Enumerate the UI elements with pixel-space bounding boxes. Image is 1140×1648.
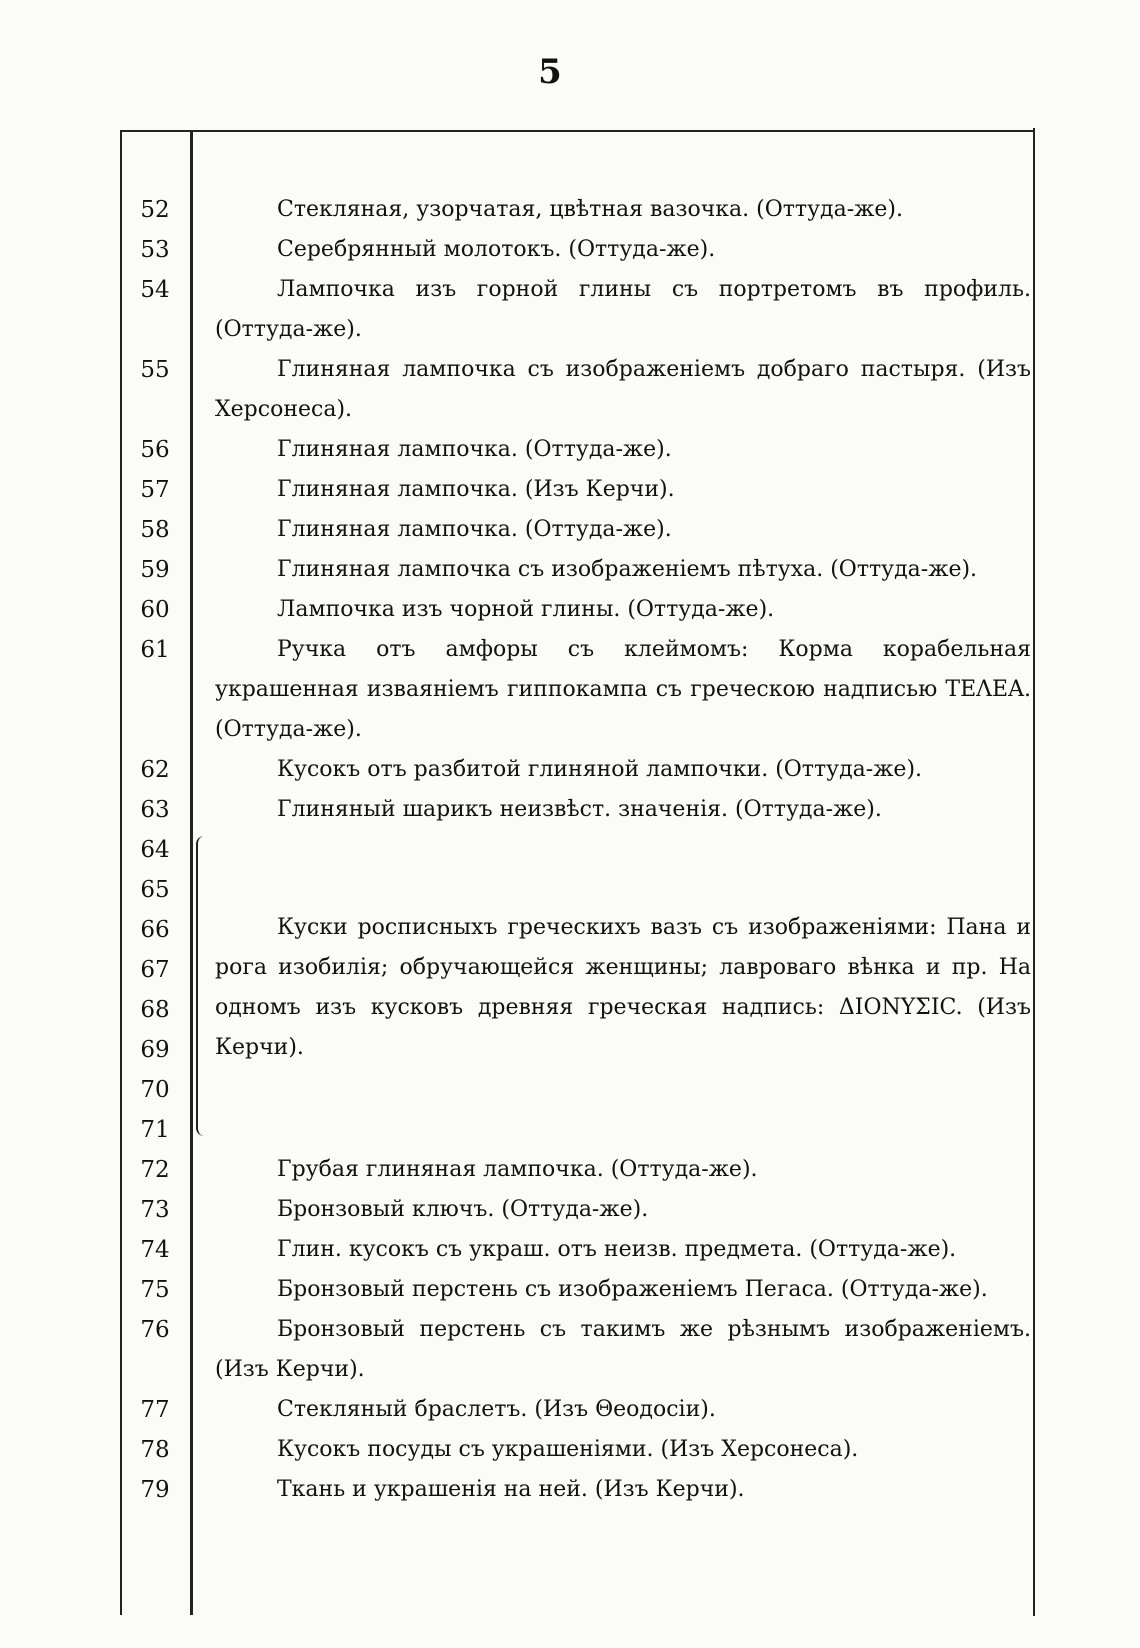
entry-text: Кусокъ отъ разбитой глиняной лампочки. (Оттуда-же). <box>277 757 923 782</box>
entry-number: 71 <box>140 1117 170 1143</box>
entry-text: Глиняная лампочка. (Оттуда-же). <box>277 517 672 542</box>
entry-text: Глиняная лампочка. (Оттуда-же). <box>277 437 672 462</box>
entry-text: Ткань и украшенія на ней. (Изъ Керчи). <box>277 1477 745 1502</box>
entry-number: 76 <box>140 1317 170 1343</box>
entry-number: 61 <box>140 637 170 663</box>
entry-number: 78 <box>140 1437 170 1463</box>
catalog-entry <box>120 550 1033 590</box>
table-top-rule <box>120 130 1035 132</box>
catalog-entry <box>120 1310 1033 1390</box>
catalog-entry <box>120 1470 1033 1510</box>
catalog-entry <box>120 1150 1033 1190</box>
group-brace <box>196 836 206 1136</box>
entry-number: 56 <box>140 437 170 463</box>
entry-text: Ручка отъ амфоры съ клеймомъ: Корма корабельная украшенная изваяніемъ гиппокампа съ греческою надписью ΤΕΛΕΑ. (Оттуда-же). <box>215 637 1031 742</box>
entry-number: 57 <box>140 477 170 503</box>
entry-number: 62 <box>140 757 170 783</box>
entry-number: 60 <box>140 597 170 623</box>
catalog-entry <box>120 1230 1033 1270</box>
entry-text: Глиняная лампочка съ изображеніемъ добраго пастыря. (Изъ Херсонеса). <box>215 357 1031 422</box>
catalog-entry <box>120 1390 1033 1430</box>
entry-number: 73 <box>140 1197 170 1223</box>
entry-number: 58 <box>140 517 170 543</box>
entry-text: Стекляный браслетъ. (Изъ Θеодосіи). <box>277 1397 716 1422</box>
entry-text: Бронзовый перстень съ такимъ же рѣзнымъ изображеніемъ. (Изъ Керчи). <box>215 1317 1031 1382</box>
entry-text: Бронзовый перстень съ изображеніемъ Пегаса. (Оттуда-же). <box>277 1277 988 1302</box>
entry-number: 52 <box>140 197 170 223</box>
catalog-entry <box>120 270 1033 350</box>
catalog-entry <box>120 630 1033 750</box>
entry-number: 77 <box>140 1397 170 1423</box>
entry-number: 74 <box>140 1237 170 1263</box>
entry-text: Грубая глиняная лампочка. (Оттуда-же). <box>277 1157 758 1182</box>
entry-text: Лампочка изъ чорной глины. (Оттуда-же). <box>277 597 775 622</box>
table-right-rule <box>1033 128 1035 1616</box>
entry-number: 65 <box>140 877 170 903</box>
entry-text: Глиняный шарикъ неизвѣст. значенія. (Оттуда-же). <box>277 797 882 822</box>
entry-number: 72 <box>140 1157 170 1183</box>
entry-text: Глиняная лампочка. (Изъ Керчи). <box>277 477 675 502</box>
entry-number: 75 <box>140 1277 170 1303</box>
catalog-entry <box>120 230 1033 270</box>
entry-number: 68 <box>140 997 170 1023</box>
entry-number: 66 <box>140 917 170 943</box>
entry-text: Глиняная лампочка съ изображеніемъ пѣтуха. (Оттуда-же). <box>277 557 978 582</box>
entry-text: Бронзовый ключъ. (Оттуда-же). <box>277 1197 649 1222</box>
catalog-entry <box>120 1190 1033 1230</box>
catalog-entry <box>120 790 1033 830</box>
catalog-entry <box>120 510 1033 550</box>
catalog-entry <box>120 430 1033 470</box>
catalog-list <box>120 190 1033 1510</box>
catalog-entry <box>120 590 1033 630</box>
grouped-entry <box>120 830 1033 1150</box>
entry-text: Серебрянный молотокъ. (Оттуда-же). <box>277 237 716 262</box>
entry-text: Стекляная, узорчатая, цвѣтная вазочка. (Оттуда-же). <box>277 197 903 222</box>
grouped-entry-numbers <box>120 830 190 1150</box>
entry-text: Глин. кусокъ съ украш. отъ неизв. предмета. (Оттуда-же). <box>277 1237 957 1262</box>
catalog-entry <box>120 350 1033 430</box>
entry-number: 64 <box>140 837 170 863</box>
catalog-entry <box>120 750 1033 790</box>
entry-number: 55 <box>140 357 170 383</box>
entry-number: 79 <box>140 1477 170 1503</box>
catalog-entry <box>120 1270 1033 1310</box>
entry-number: 69 <box>140 1037 170 1063</box>
entry-number: 54 <box>140 277 170 303</box>
catalog-entry <box>120 1430 1033 1470</box>
catalog-entry <box>120 190 1033 230</box>
entry-number: 53 <box>140 237 170 263</box>
page-number: 5 <box>538 52 562 92</box>
entry-text: Кусокъ посуды съ украшеніями. (Изъ Херсонеса). <box>277 1437 859 1462</box>
entry-text: Куски росписныхъ греческихъ вазъ съ изображеніями: Пана и рога изобилія; обручающейся женщины; лавроваго вѣнка и пр. На одномъ изъ кусковъ древняя греческая надпись: ΔΙΟΝΥΣΙC. (Изъ Керчи). <box>215 915 1031 1060</box>
entry-number: 67 <box>140 957 170 983</box>
catalog-entry <box>120 470 1033 510</box>
entry-text: Лампочка изъ горной глины съ портретомъ въ профиль. (Оттуда-же). <box>215 277 1031 342</box>
entry-number: 59 <box>140 557 170 583</box>
entry-number: 70 <box>140 1077 170 1103</box>
entry-number: 63 <box>140 797 170 823</box>
